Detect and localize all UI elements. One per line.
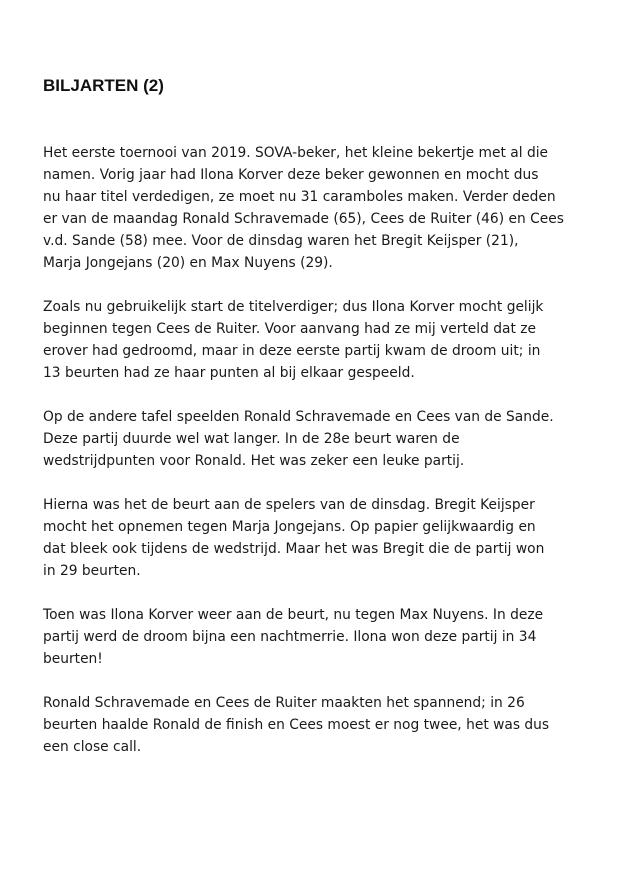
text-line: Hierna was het de beurt aan de spelers van de dinsdag. Bregit Keijsper bbox=[43, 497, 535, 513]
paragraph-6 bbox=[43, 692, 603, 758]
text-line: beginnen tegen Cees de Ruiter. Voor aanvang had ze mij verteld dat ze bbox=[43, 321, 537, 337]
text-line: namen. Vorig jaar had Ilona Korver deze beker gewonnen en mocht dus bbox=[43, 167, 539, 183]
text-line: in 29 beurten. bbox=[43, 563, 141, 579]
text-line: Toen was Ilona Korver weer aan de beurt, nu tegen Max Nuyens. In deze bbox=[43, 607, 544, 623]
paragraph-4 bbox=[43, 494, 603, 582]
text-line: een close call. bbox=[43, 739, 142, 755]
paragraph-3 bbox=[43, 406, 603, 472]
text-line: partij werd de droom bijna een nachtmerrie. Ilona won deze partij in 34 bbox=[43, 629, 537, 645]
article-body bbox=[43, 142, 603, 780]
text-line: Het eerste toernooi van 2019. SOVA-beker, het kleine bekertje met al die bbox=[43, 145, 549, 161]
text-line: erover had gedroomd, maar in deze eerste partij kwam de droom uit; in bbox=[43, 343, 541, 359]
text-line: beurten! bbox=[43, 651, 103, 667]
text-line: Zoals nu gebruikelijk start de titelverdiger; dus Ilona Korver mocht gelijk bbox=[43, 299, 544, 315]
text-line: Deze partij duurde wel wat langer. In de 28e beurt waren de bbox=[43, 431, 460, 447]
text-line: mocht het opnemen tegen Marja Jongejans. Op papier gelijkwaardig en bbox=[43, 519, 536, 535]
text-line: 13 beurten had ze haar punten al bij elkaar gespeeld. bbox=[43, 365, 415, 381]
paragraph-5 bbox=[43, 604, 603, 670]
text-line: Ronald Schravemade en Cees de Ruiter maakten het spannend; in 26 bbox=[43, 695, 525, 711]
paragraph-2 bbox=[43, 296, 603, 384]
text-line: Op de andere tafel speelden Ronald Schravemade en Cees van de Sande. bbox=[43, 409, 554, 425]
paragraph-1 bbox=[43, 142, 603, 274]
text-line: er van de maandag Ronald Schravemade (65), Cees de Ruiter (46) en Cees bbox=[43, 211, 564, 227]
document-title: BILJARTEN (2) bbox=[43, 76, 164, 95]
text-line: dat bleek ook tijdens de wedstrijd. Maar het was Bregit die de partij won bbox=[43, 541, 545, 557]
text-line: beurten haalde Ronald de finish en Cees moest er nog twee, het was dus bbox=[43, 717, 550, 733]
text-line: Marja Jongejans (20) en Max Nuyens (29). bbox=[43, 255, 333, 271]
text-line: v.d. Sande (58) mee. Voor de dinsdag waren het Bregit Keijsper (21), bbox=[43, 233, 519, 249]
text-line: wedstrijdpunten voor Ronald. Het was zeker een leuke partij. bbox=[43, 453, 465, 469]
text-line: nu haar titel verdedigen, ze moet nu 31 caramboles maken. Verder deden bbox=[43, 189, 556, 205]
